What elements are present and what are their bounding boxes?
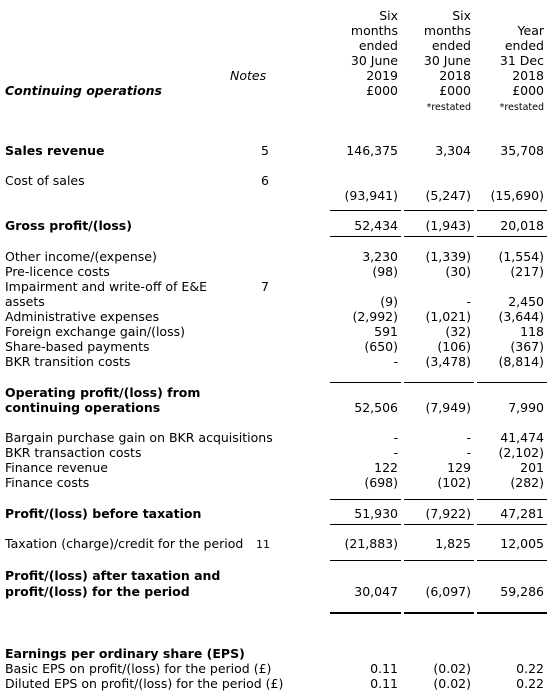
value-h1-2018: 3,304 — [435, 143, 471, 158]
value-h1-2018: - — [466, 430, 471, 445]
value-fy-2018: (282) — [510, 475, 544, 490]
value-h1-2018: (102) — [437, 475, 471, 490]
row-label: Basic EPS on profit/(loss) for the period (£) — [5, 661, 272, 676]
value-h1-2019: (21,883) — [344, 536, 398, 551]
value-h1-2018: (106) — [437, 339, 471, 354]
value-h1-2018: (7,949) — [425, 400, 471, 415]
row-label: Impairment and write-off of E&E — [5, 279, 207, 294]
row-label: Finance revenue — [5, 460, 108, 475]
value-fy-2018: 41,474 — [500, 430, 544, 445]
row-label: BKR transition costs — [5, 354, 131, 369]
divider — [404, 210, 474, 211]
row-label: Sales revenue — [5, 143, 105, 158]
value-h1-2018: (1,943) — [425, 218, 471, 233]
row-label-continued: profit/(loss) for the period — [5, 584, 190, 599]
divider — [404, 560, 474, 561]
value-h1-2019: (650) — [364, 339, 398, 354]
row-label: Other income/(expense) — [5, 249, 157, 264]
row-label: Operating profit/(loss) from — [5, 385, 201, 400]
value-h1-2019: 3,230 — [362, 249, 398, 264]
row-label: Cost of sales — [5, 173, 85, 188]
divider — [330, 560, 401, 561]
row-note: 6 — [261, 173, 269, 188]
divider — [477, 382, 547, 383]
row-note: 7 — [261, 279, 269, 294]
value-fy-2018: 7,990 — [508, 400, 544, 415]
row-label: Bargain purchase gain on BKR acquisitions — [5, 430, 273, 445]
divider — [404, 524, 474, 525]
row-label: Taxation (charge)/credit for the period — [5, 536, 244, 551]
value-fy-2018: 118 — [520, 324, 544, 339]
value-h1-2018: (1,339) — [425, 249, 471, 264]
double-divider — [330, 612, 401, 614]
value-h1-2019: - — [393, 354, 398, 369]
value-h1-2018: 1,825 — [435, 536, 471, 551]
row-note: 11 — [256, 538, 270, 551]
double-divider — [477, 612, 547, 614]
row-label-continued: assets — [5, 294, 45, 309]
value-h1-2018: (3,478) — [425, 354, 471, 369]
value-h1-2019: 30,047 — [354, 584, 398, 599]
value-h1-2019: (2,992) — [352, 309, 398, 324]
value-h1-2018: (1,021) — [425, 309, 471, 324]
value-h1-2019: (698) — [364, 475, 398, 490]
value-h1-2018: - — [466, 294, 471, 309]
divider — [330, 236, 401, 237]
value-h1-2019: 51,930 — [354, 506, 398, 521]
row-label-continued: continuing operations — [5, 400, 161, 415]
value-h1-2019: 52,506 — [354, 400, 398, 415]
row-label: Profit/(loss) before taxation — [5, 506, 202, 521]
value-h1-2018: (6,097) — [425, 584, 471, 599]
divider — [404, 382, 474, 383]
divider — [477, 560, 547, 561]
value-h1-2019: 122 — [374, 460, 398, 475]
divider — [404, 236, 474, 237]
value-h1-2019: - — [393, 445, 398, 460]
row-label: Finance costs — [5, 475, 90, 490]
divider — [477, 524, 547, 525]
value-h1-2018: 129 — [447, 460, 471, 475]
value-h1-2019: - — [393, 430, 398, 445]
row-label: Gross profit/(loss) — [5, 218, 132, 233]
value-fy-2018: 201 — [520, 460, 544, 475]
value-h1-2018: (0.02) — [433, 661, 471, 676]
divider — [477, 210, 547, 211]
value-fy-2018: 47,281 — [500, 506, 544, 521]
value-h1-2018: (30) — [445, 264, 471, 279]
row-label: Diluted EPS on profit/(loss) for the period (£) — [5, 676, 284, 691]
value-fy-2018: 2,450 — [508, 294, 544, 309]
divider — [330, 382, 401, 383]
value-h1-2019: 0.11 — [370, 676, 398, 691]
value-fy-2018: (1,554) — [498, 249, 544, 264]
divider — [477, 236, 547, 237]
value-h1-2019: (93,941) — [344, 188, 398, 203]
value-h1-2018: (7,922) — [425, 506, 471, 521]
value-fy-2018: 35,708 — [500, 143, 544, 158]
value-h1-2019: 146,375 — [346, 143, 398, 158]
value-fy-2018: 0.22 — [516, 661, 544, 676]
value-h1-2018: (5,247) — [425, 188, 471, 203]
eps-heading: Earnings per ordinary share (EPS) — [5, 646, 245, 661]
row-label: BKR transaction costs — [5, 445, 142, 460]
value-fy-2018: 59,286 — [500, 584, 544, 599]
row-label: Administrative expenses — [5, 309, 160, 324]
row-note: 5 — [261, 143, 269, 158]
restated-note: *restated — [426, 102, 471, 113]
divider — [330, 210, 401, 211]
value-h1-2019: 52,434 — [354, 218, 398, 233]
double-divider — [404, 612, 474, 614]
divider — [330, 499, 401, 500]
value-fy-2018: 12,005 — [500, 536, 544, 551]
value-fy-2018: (8,814) — [498, 354, 544, 369]
value-h1-2019: 0.11 — [370, 661, 398, 676]
value-h1-2018: (0.02) — [433, 676, 471, 691]
value-h1-2019: (9) — [380, 294, 398, 309]
value-fy-2018: (2,102) — [498, 445, 544, 460]
row-label: Share-based payments — [5, 339, 150, 354]
notes-column-header: Notes — [230, 68, 267, 83]
row-label: Pre-licence costs — [5, 264, 110, 279]
restated-note: *restated — [499, 102, 544, 113]
value-fy-2018: (217) — [510, 264, 544, 279]
value-fy-2018: (367) — [510, 339, 544, 354]
value-fy-2018: (15,690) — [490, 188, 544, 203]
value-fy-2018: 20,018 — [500, 218, 544, 233]
value-fy-2018: 0.22 — [516, 676, 544, 691]
value-fy-2018: (3,644) — [498, 309, 544, 324]
divider — [404, 499, 474, 500]
value-h1-2018: - — [466, 445, 471, 460]
value-h1-2019: 591 — [374, 324, 398, 339]
value-h1-2019: (98) — [372, 264, 398, 279]
divider — [477, 499, 547, 500]
row-label: Profit/(loss) after taxation and — [5, 568, 221, 583]
row-label: Foreign exchange gain/(loss) — [5, 324, 185, 339]
divider — [330, 524, 401, 525]
value-h1-2018: (32) — [445, 324, 471, 339]
section-title: Continuing operations — [5, 83, 163, 98]
